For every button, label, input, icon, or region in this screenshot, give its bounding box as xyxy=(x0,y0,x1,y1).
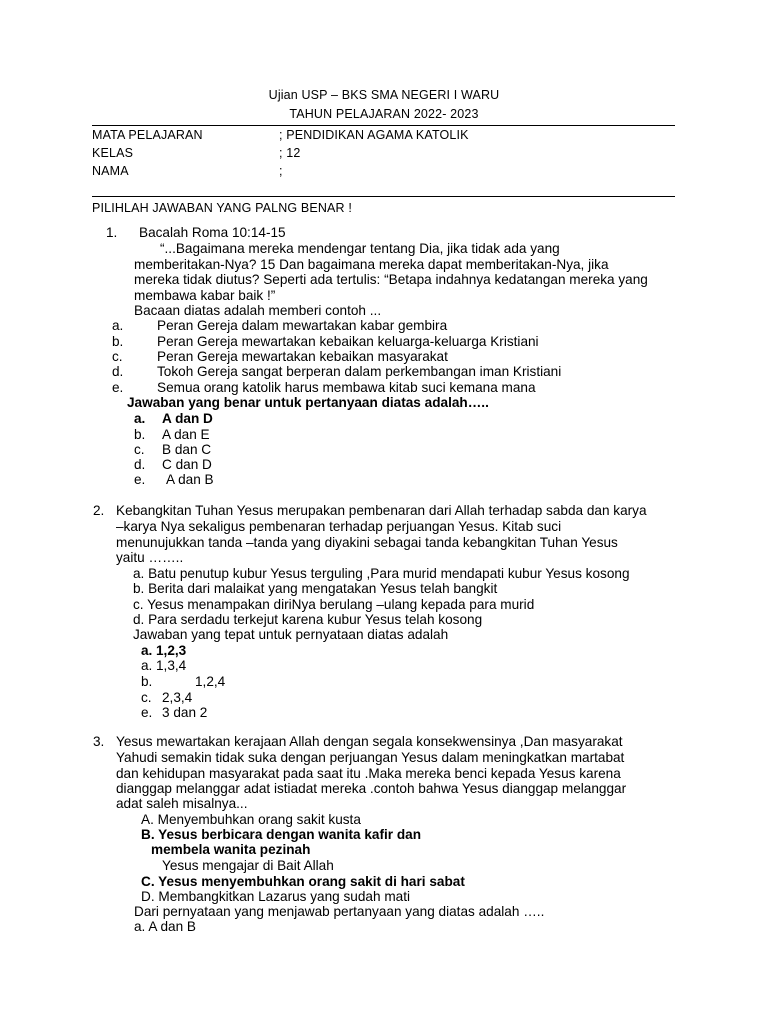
q2-answer-text: 1,3,4 xyxy=(156,658,187,673)
q2-answer-letter: b. xyxy=(141,674,153,689)
q1-option-letter: b. xyxy=(112,334,124,349)
info-rule xyxy=(92,196,675,197)
q2-option: d. Para serdadu terkejut karena kubur Yesus telah kosong xyxy=(133,612,483,627)
q1-prompt: Bacaan diatas adalah memberi contoh ... xyxy=(134,303,382,318)
exam-title: Ujian USP – BKS SMA NEGERI I WARU xyxy=(268,88,500,102)
info-label-class: KELAS xyxy=(92,146,134,160)
q2-answer-text: 1,2,3 xyxy=(156,643,187,658)
q3-line: Yahudi semakin tidak suka dengan perjuangan Yesus dalam meningkatkan martabat xyxy=(116,750,625,765)
q2-option: a. Batu penutup kubur Yesus terguling ,Para murid mendapati kubur Yesus kosong xyxy=(133,566,630,581)
school-year: TAHUN PELAJARAN 2022- 2023 xyxy=(289,107,479,121)
q1-quote-line: mereka tidak diutus? Seperti ada tertulis: “Betapa indahnya kedatangan mereka yang xyxy=(134,272,648,287)
q2-answer-letter: c. xyxy=(141,690,152,705)
q1-answer-letter: a. xyxy=(134,411,146,426)
q1-number: 1. xyxy=(106,225,118,240)
q3-answer-a: a. A dan B xyxy=(134,919,196,934)
q1-option-letter: c. xyxy=(112,349,123,364)
q2-answer-letter: a. xyxy=(141,643,153,658)
q1-answer-letter: d. xyxy=(134,457,146,472)
q3-answer-prompt: Dari pernyataan yang menjawab pertanyaan yang diatas adalah ….. xyxy=(134,904,545,919)
q3-option-b: B. Yesus berbicara dengan wanita kafir dan xyxy=(141,827,422,842)
q1-answer-text: A dan D xyxy=(162,411,213,426)
q3-number: 3. xyxy=(93,734,105,749)
q2-line: menunujukkan tanda –tanda yang diyakini sebagai tanda kebangkitan Tuhan Yesus xyxy=(116,535,618,550)
q1-option-text: Peran Gereja mewartakan kebaikan masyarakat xyxy=(157,349,448,364)
q2-line: yaitu …….. xyxy=(116,550,184,565)
q3-option-c: C. Yesus menyembuhkan orang sakit di hari sabat xyxy=(141,874,465,889)
q3-option-plain: Yesus mengajar di Bait Allah xyxy=(162,858,334,873)
q2-answer-letter: e. xyxy=(141,705,153,720)
q1-answer-letter: e. xyxy=(134,472,146,487)
q1-option-text: Peran Gereja dalam mewartakan kabar gembira xyxy=(157,318,448,333)
q1-answer-text: B dan C xyxy=(162,442,212,457)
q1-head: Bacalah Roma 10:14-15 xyxy=(139,225,286,240)
instruction: PILIHLAH JAWABAN YANG PALNG BENAR ! xyxy=(92,201,352,215)
info-value-subject: ; PENDIDIKAN AGAMA KATOLIK xyxy=(279,128,469,142)
q1-answer-text: A dan E xyxy=(162,427,210,442)
q3-line: adat saleh misalnya... xyxy=(116,796,248,811)
q1-option-letter: e. xyxy=(112,380,124,395)
q3-option-d: D. Membangkitkan Lazarus yang sudah mati xyxy=(141,889,410,904)
q1-option-letter: a. xyxy=(112,318,124,333)
q1-quote-line: memberitakan-Nya? 15 Dan bagaimana mereka dapat memberitakan-Nya, jika xyxy=(134,257,609,272)
info-label-name: NAMA xyxy=(92,164,129,178)
q1-option-text: Semua orang katolik harus membawa kitab suci kemana mana xyxy=(157,380,536,395)
q2-answer-letter: a. xyxy=(141,658,153,673)
q1-answer-letter: b. xyxy=(134,427,146,442)
q1-quote-line: “...Bagaimana mereka mendengar tentang Dia, jika tidak ada yang xyxy=(160,241,560,256)
q1-answer-prompt: Jawaban yang benar untuk pertanyaan diatas adalah….. xyxy=(127,395,489,410)
q3-line: dan kehidupan masyarakat pada saat itu .Maka mereka benci kepada Yesus karena xyxy=(116,766,621,781)
q2-answer-prompt: Jawaban yang tepat untuk pernyataan diatas adalah xyxy=(133,627,449,642)
q1-quote-line: membawa kabar baik !” xyxy=(134,288,276,303)
q2-answer-text: 3 dan 2 xyxy=(162,705,208,720)
q1-option-text: Peran Gereja mewartakan kebaikan keluarga-keluarga Kristiani xyxy=(157,334,539,349)
q1-answer-text: A dan B xyxy=(166,472,214,487)
header-rule xyxy=(92,125,675,126)
q1-answer-letter: c. xyxy=(134,442,145,457)
q3-option-a: A. Menyembuhkan orang sakit kusta xyxy=(141,812,361,827)
q2-line: Kebangkitan Tuhan Yesus merupakan pembenaran dari Allah terhadap sabda dan karya xyxy=(116,503,647,518)
q2-number: 2. xyxy=(93,503,105,518)
q3-option-b-continued: membela wanita pezinah xyxy=(151,842,311,857)
q3-line: dianggap melanggar adat istiadat mereka .contoh bahwa Yesus dianggap melanggar xyxy=(116,781,627,796)
q1-answer-text: C dan D xyxy=(162,457,212,472)
info-label-subject: MATA PELAJARAN xyxy=(92,128,203,142)
q2-option: c. Yesus menampakan diriNya berulang –ulang kepada para murid xyxy=(133,597,535,612)
q2-line: –karya Nya sekaligus pembenaran terhadap perjuangan Yesus. Kitab suci xyxy=(116,519,562,534)
info-value-class: ; 12 xyxy=(279,146,301,160)
info-value-name: ; xyxy=(279,164,283,178)
q3-line: Yesus mewartakan kerajaan Allah dengan segala konsekwensinya ,Dan masyarakat xyxy=(116,734,623,749)
q2-answer-text: 1,2,4 xyxy=(195,674,226,689)
q2-answer-text: 2,3,4 xyxy=(162,690,193,705)
q1-option-letter: d. xyxy=(112,364,124,379)
q1-option-text: Tokoh Gereja sangat berperan dalam perkembangan iman Kristiani xyxy=(157,364,562,379)
q2-option: b. Berita dari malaikat yang mengatakan Yesus telah bangkit xyxy=(133,581,498,596)
